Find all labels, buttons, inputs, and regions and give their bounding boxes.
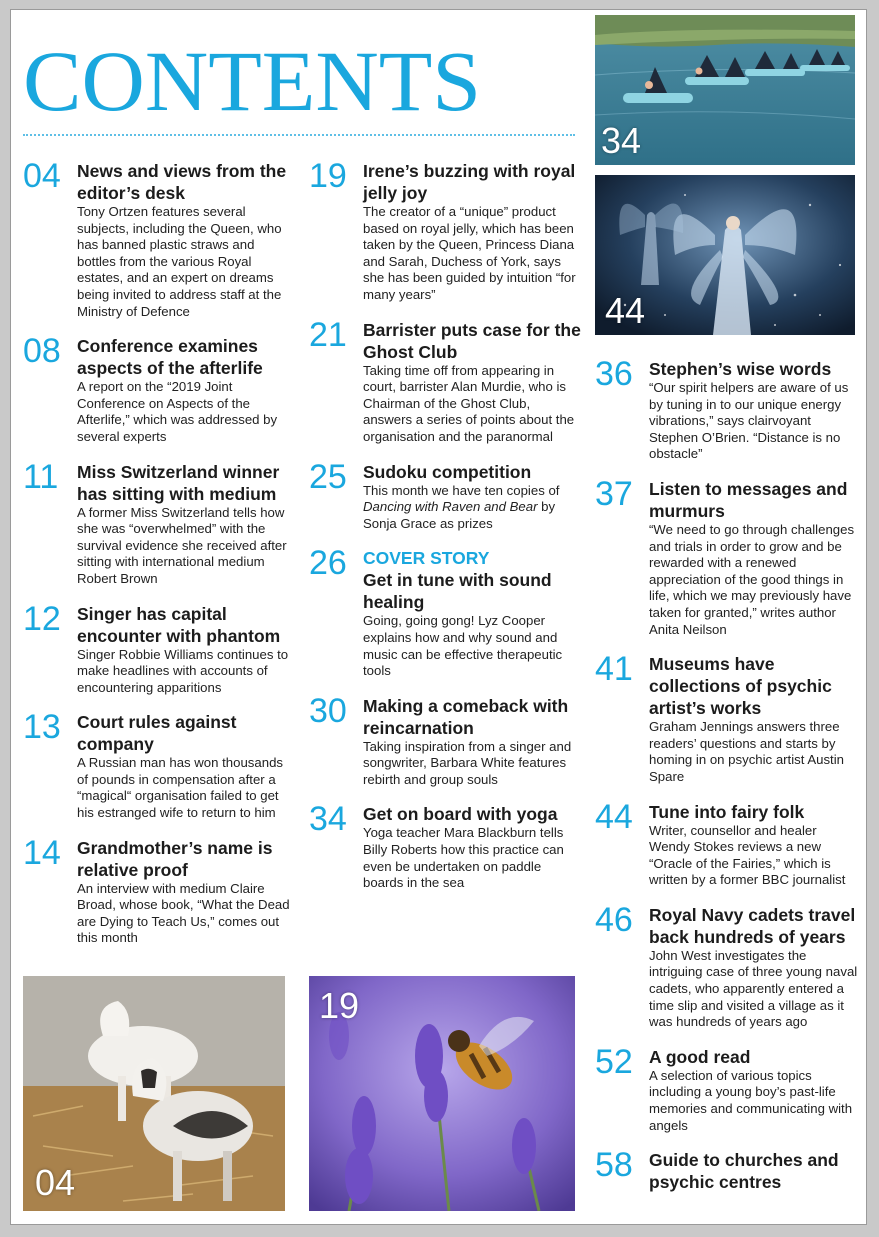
page-number: 19 [309,157,347,195]
page-number: 04 [23,157,61,195]
contents-entry[interactable] [23,332,295,445]
paddleboard-yoga-photo[interactable] [595,15,855,165]
entry-headline: Sudoku competition [363,461,532,482]
page-number: 13 [23,708,61,747]
entry-headline: Miss Switzerland winner has sitting with medium [77,461,280,504]
contents-column-2 [309,157,581,907]
page-number: 11 [23,457,59,496]
entry-description: A Russian man has won thousands of pounds in compensation after a “magical“ organisation failed to get his estranged wife to return to him [77,755,283,821]
entry-headline: Grandmother’s name is relative proof [77,837,273,880]
photo-page-label: 04 [35,1162,76,1203]
entry-headline: Making a comeback with reincarnation [363,695,569,738]
contents-entry[interactable] [309,315,581,446]
contents-column-1 [23,157,295,962]
page-number: 25 [309,457,347,496]
dotted-divider [23,134,575,136]
entry-description: Taking time off from appearing in court, barrister Alan Murdie, who is Chairman of the Ghost Club, answers a series of points about the organisation and the paranormal [363,362,575,444]
page-number: 26 [309,544,347,583]
contents-entry[interactable] [23,599,295,697]
photo-page-label: 19 [319,985,360,1026]
entry-headline: Barrister puts case for the Ghost Club [363,319,581,362]
entry-description: A selection of various topics including a young boy’s past-life memories and communicating with angels [649,1067,853,1133]
entry-headline: A good read [649,1046,751,1067]
page-number: 36 [595,355,633,393]
bee-lavender-photo[interactable] [309,976,575,1211]
entry-headline: Court rules against company [77,712,237,755]
entry-headline: Tune into fairy folk [649,801,805,822]
page-number: 08 [23,332,61,371]
entry-description: A former Miss Switzerland tells how she was “overwhelmed” with the survival evidence she received after sitting with international medium Robert Brown [77,504,287,586]
page-number: 30 [309,691,347,730]
contents-entry[interactable] [23,708,295,821]
entry-headline: Museums have collections of psychic artist’s works [649,654,832,719]
entry-description: Yoga teacher Mara Blackburn tells Billy Roberts how this practice can even be undertaken on paddle boards in the sea [363,825,564,891]
entry-description: “Our spirit helpers are aware of us by tuning in to our unique energy vibrations,” says clairvoyant Stephen O’Brien. “Distance is no obstacle” [649,380,849,462]
page-number: 46 [595,900,633,939]
entry-headline: Royal Navy cadets travel back hundreds of years [649,904,856,947]
contents-entry[interactable] [595,900,859,1031]
entry-headline: News and views from the editor’s desk [77,161,287,203]
contents-entry[interactable] [309,157,581,304]
contents-entry[interactable] [309,800,581,891]
entry-headline: Guide to churches and psychic centres [649,1150,839,1193]
entry-description: Tony Ortzen features several subjects, including the Queen, who has banned plastic straws and bottles from the various Royal estates, and an expert on dreams being invited to address staff at the Ministry of Defence [77,204,282,319]
photo-page-label: 34 [601,120,642,161]
contents-entry[interactable] [595,1146,859,1193]
contents-entry[interactable] [23,457,295,588]
entry-headline: Singer has capital encounter with phantom [77,603,281,646]
entry-headline: Get on board with yoga [363,804,558,825]
entry-description: Writer, counsellor and healer Wendy Stokes reviews a new “Oracle of the Fairies,” which is written by a former BBC journalist [649,822,846,888]
entry-headline: Conference examines aspects of the afterlife [77,336,263,379]
fairy-photo[interactable] [595,175,855,335]
entry-headline: Get in tune with sound healing [363,570,552,613]
entry-description: Going, going gong! Lyz Cooper explains how and why sound and music can be effective therapeutic tools [363,613,563,679]
contents-entry[interactable] [595,474,859,638]
desc-text: by Sonja Grace as prizes [363,499,556,531]
page-number: 21 [309,315,347,354]
entry-description: “We need to go through challenges and trials in order to grow and be rewarded with a renewed appreciation of the good things in life, which we may previously have taken for granted,” writes author Anita Neilson [649,521,855,637]
entry-headline: Stephen’s wise words [649,359,832,379]
page-number: 58 [595,1146,633,1185]
page-number: 34 [309,800,347,839]
magazine-page [10,9,867,1225]
entry-headline: Listen to messages and murmurs [649,478,848,521]
cover-story-kicker: COVER STORY [363,548,490,569]
entry-description: John West investigates the intriguing case of three young naval cadets, who apparently entered a time slip and visited a village as it was hundreds of years ago [649,947,858,1030]
contents-entry[interactable] [595,1042,859,1134]
entry-description [363,483,581,533]
photo-page-label: 44 [605,290,646,331]
page-number: 14 [23,833,61,872]
page-number: 12 [23,599,61,638]
contents-entry[interactable] [595,355,859,463]
entry-description: The creator of a “unique” product based on royal jelly, which has been taken by the Queen, Princess Diana and Sarah, Duchess of York, says she has been guided by intuition “for many years” [363,204,576,302]
contents-entry[interactable] [23,157,295,320]
entry-headline: Irene’s buzzing with royal jelly joy [363,161,576,203]
contents-entry[interactable] [595,650,859,785]
entry-description: A report on the “2019 Joint Conference on Aspects of the Afterlife,” which was addressed by several experts [77,379,278,444]
page-number: 37 [595,474,633,513]
entry-description: Singer Robbie Williams continues to make headlines with accounts of encountering apparitions [77,646,289,695]
book-title: Dancing with Raven and Bear [363,499,538,515]
page-title: CONTENTS [23,33,482,129]
contents-entry[interactable] [309,457,581,533]
entry-description: Taking inspiration from a singer and songwriter, Barbara White features rebirth and group souls [363,738,572,787]
contents-entry[interactable] [23,833,295,947]
contents-entry[interactable] [309,691,581,789]
goats-photo[interactable] [23,976,285,1211]
page-number: 44 [595,797,633,836]
entry-description: An interview with medium Claire Broad, whose book, “What the Dead are Dying to Teach Us,” comes out this month [77,880,290,946]
page-number: 41 [595,650,633,689]
contents-column-3 [595,355,859,1208]
contents-entry[interactable] [595,797,859,889]
desc-text: This month we have ten copies of [363,482,560,498]
entry-description: Graham Jennings answers three readers’ questions and starts by homing in on psychic artist Austin Spare [649,719,844,784]
contents-entry[interactable] [309,544,581,679]
page-number: 52 [595,1042,633,1081]
